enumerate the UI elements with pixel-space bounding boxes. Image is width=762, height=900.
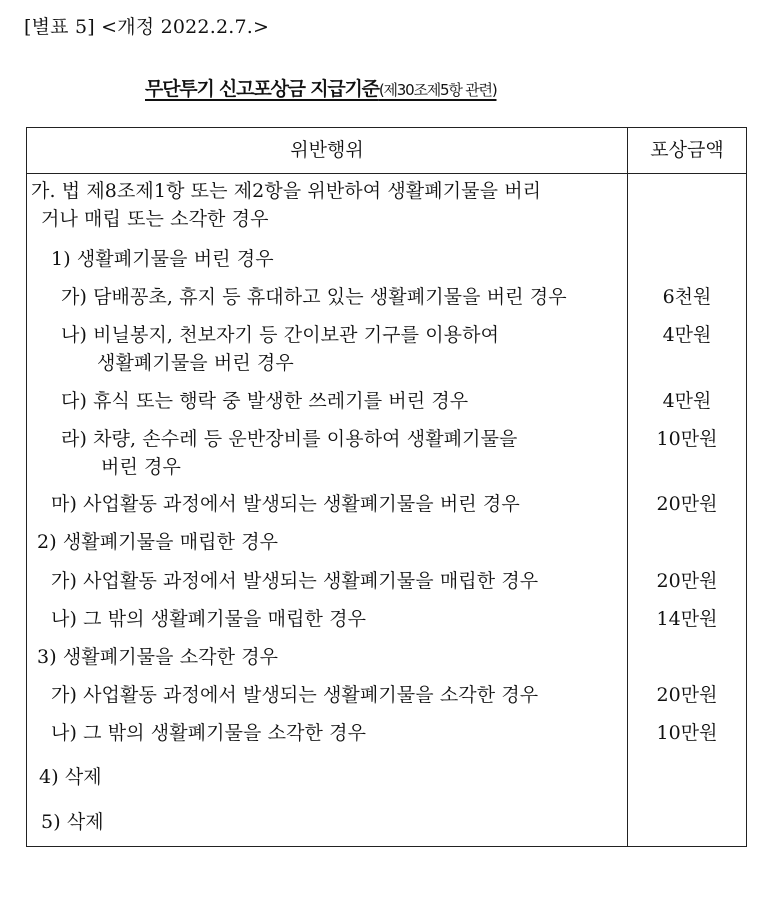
reward-value: 20만원 (656, 684, 718, 706)
header-note: [별표 5] <개정 2022.2.7.> (24, 16, 270, 38)
row-text: 가. 법 제8조제1항 또는 제2항을 위반하여 생활폐기물을 버리 (31, 180, 542, 202)
reward-value: 20만원 (656, 570, 718, 592)
reward-value: 10만원 (656, 428, 718, 450)
reward-value: 4만원 (662, 390, 712, 412)
header-violation: 위반행위 (290, 139, 364, 161)
row-text: 다) 휴식 또는 행락 중 발생한 쓰레기를 버린 경우 (61, 390, 469, 412)
reward-criteria-table (26, 127, 747, 847)
header-reward: 포상금액 (650, 139, 724, 161)
row-text: 1) 생활폐기물을 버린 경우 (51, 248, 274, 270)
reward-value: 14만원 (656, 608, 718, 630)
row-text: 마) 사업활동 과정에서 발생되는 생활폐기물을 버린 경우 (51, 493, 520, 515)
document-title-main: 무단투기 신고포상금 지급기준 (145, 78, 379, 100)
row-text: 3) 생활폐기물을 소각한 경우 (37, 646, 279, 668)
row-text: 라) 차량, 손수레 등 운반장비를 이용하여 생활폐기물을 (61, 428, 518, 450)
reward-value: 20만원 (656, 493, 718, 515)
row-text: 버린 경우 (101, 456, 181, 478)
row-text: 생활폐기물을 버린 경우 (97, 352, 294, 374)
row-text: 나) 그 밖의 생활폐기물을 매립한 경우 (51, 608, 367, 630)
row-text: 가) 담배꽁초, 휴지 등 휴대하고 있는 생활폐기물을 버린 경우 (61, 286, 567, 308)
row-text: 4) 삭제 (39, 766, 102, 788)
row-text: 나) 비닐봉지, 천보자기 등 간이보관 기구를 이용하여 (61, 324, 500, 346)
row-text: 2) 생활폐기물을 매립한 경우 (37, 531, 279, 553)
document-title-sub: (제30조제5항 관련) (378, 81, 497, 99)
row-text: 가) 사업활동 과정에서 발생되는 생활폐기물을 매립한 경우 (51, 570, 539, 592)
reward-value: 10만원 (656, 722, 718, 744)
document-title (145, 74, 497, 101)
reward-value: 4만원 (662, 324, 712, 346)
header-divider (27, 173, 746, 174)
reward-value: 6천원 (662, 286, 712, 308)
row-text: 가) 사업활동 과정에서 발생되는 생활폐기물을 소각한 경우 (51, 684, 539, 706)
row-text: 나) 그 밖의 생활폐기물을 소각한 경우 (51, 722, 367, 744)
row-text: 5) 삭제 (41, 811, 104, 833)
row-text: 거나 매립 또는 소각한 경우 (41, 208, 269, 230)
